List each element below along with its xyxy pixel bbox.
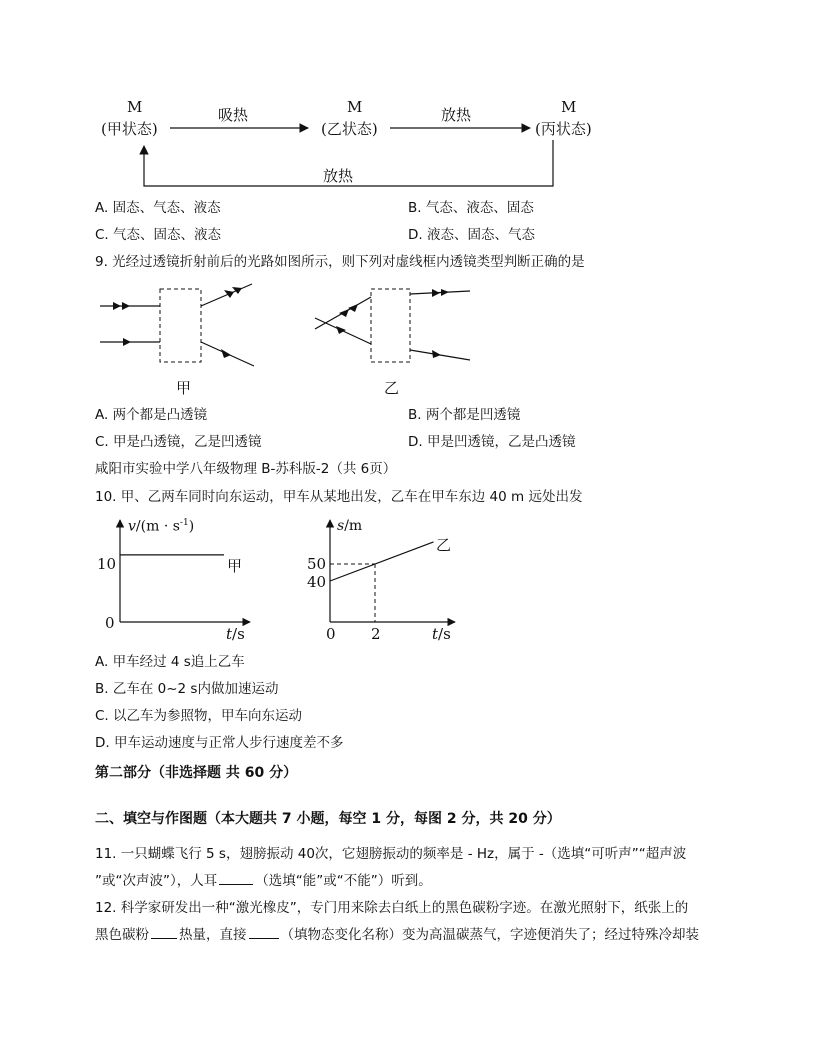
lens-label-b: 乙: [384, 379, 400, 397]
q9-option-a: A. 两个都是凸透镜: [95, 407, 208, 423]
q9-option-d: D. 甲是凹透镜，乙是凸透镜: [408, 434, 576, 450]
arrow-ca-label: 放热: [323, 167, 354, 185]
section2-title: 二、填空与作图题（本大题共 7 小题，每空 1 分，每图 2 分，共 20 分）: [95, 811, 561, 827]
q8-option-a: A. 固态、气态、液态: [95, 200, 221, 216]
vt-x-label: t/s: [226, 625, 245, 643]
state-a-label: (甲状态): [101, 120, 158, 138]
q11-line1: 11. 一只蝴蝶飞行 5 s，翅膀振动 40次，它翅膀振动的频率是 - Hz，属于 -（选填“可听声”“超声波: [95, 846, 687, 862]
st-y-tick-40: 40: [307, 573, 327, 591]
q9-option-b: B. 两个都是凹透镜: [408, 407, 521, 423]
vt-origin: 0: [105, 614, 115, 632]
state-a-m: M: [127, 98, 143, 116]
vt-series-label: 甲: [227, 557, 243, 575]
q9-option-c: C. 甲是凸透镜，乙是凹透镜: [95, 434, 262, 450]
q12-blank-2[interactable]: [249, 926, 279, 939]
part2-title: 第二部分（非选择题 共 60 分）: [95, 765, 298, 781]
q10-stem: 10. 甲、乙两车同时向东运动，甲车从某地出发，乙车在甲车东边 40 m 远处出发: [95, 489, 583, 505]
q12-blank-1[interactable]: [151, 926, 177, 939]
q8-option-b: B. 气态、液态、固态: [408, 200, 534, 216]
arrow-ab-label: 吸热: [218, 106, 249, 124]
arrow-bc-label: 放热: [441, 106, 472, 124]
q12-line1: 12. 科学家研发出一种“激光橡皮”，专门用来除去白纸上的黑色碳粉字迹。在激光照射下，纸张上的: [95, 900, 689, 916]
q8-option-d: D. 液态、固态、气态: [408, 227, 535, 243]
q10-option-b: B. 乙车在 0~2 s内做加速运动: [95, 681, 279, 697]
q10-option-c: C. 以乙车为参照物，甲车向东运动: [95, 708, 303, 724]
q8-option-c: C. 气态、固态、液态: [95, 227, 222, 243]
q10-option-d: D. 甲车运动速度与正常人步行速度差不多: [95, 735, 344, 751]
st-y-label: s/m: [337, 518, 363, 534]
vt-y-tick: 10: [97, 555, 117, 573]
state-b-label: (乙状态): [321, 120, 378, 138]
st-origin: 0: [326, 625, 336, 643]
q9-stem: 9. 光经过透镜折射前后的光路如图所示，则下列对虚线框内透镜类型判断正确的是: [95, 254, 585, 270]
st-y-tick-50: 50: [307, 555, 327, 573]
page-footer-line: 咸阳市实验中学八年级物理 B-苏科版-2（共 6页）: [95, 461, 397, 477]
q12-line2: 黑色碳粉 热量，直接 （填物态变化名称）变为高温碳蒸气，字迹便消失了；经过特殊冷却装: [95, 927, 699, 943]
st-x-tick-2: 2: [371, 625, 381, 643]
lens-label-a: 甲: [176, 379, 192, 397]
vt-y-label: $v/(m \cdot s^{-1})$: [128, 518, 195, 535]
q11-blank[interactable]: [219, 872, 253, 885]
state-c-m: M: [561, 98, 577, 116]
q10-option-a: A. 甲车经过 4 s追上乙车: [95, 654, 245, 670]
st-series-line: [330, 542, 434, 581]
q11-line2: ”或“次声波”），人耳 （选填“能”或“不能”）听到。: [95, 873, 432, 889]
st-series-label: 乙: [436, 536, 452, 554]
state-c-label: (丙状态): [535, 120, 592, 138]
state-b-m: M: [347, 98, 363, 116]
st-x-label: t/s: [432, 625, 451, 643]
